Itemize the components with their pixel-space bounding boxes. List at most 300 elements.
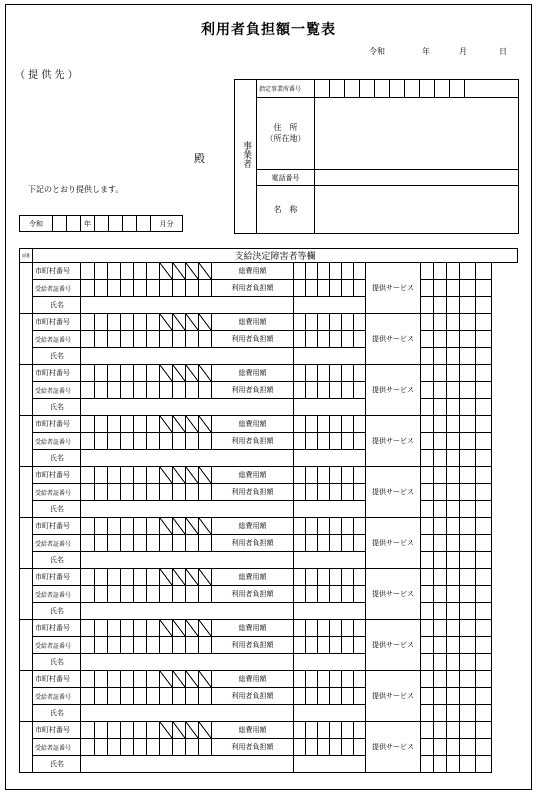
service-provided-cell[interactable] — [434, 348, 447, 365]
service-provided-cell[interactable] — [476, 688, 492, 705]
user-burden-cell[interactable] — [330, 382, 342, 399]
user-burden-cell[interactable] — [342, 331, 354, 348]
designated-number-cell[interactable] — [450, 80, 465, 98]
recipient-number-cell[interactable] — [95, 586, 108, 603]
service-provided-cell[interactable] — [476, 569, 492, 586]
service-provided-cell[interactable] — [421, 739, 434, 756]
user-burden-cell[interactable] — [330, 586, 342, 603]
total-cost-cell[interactable] — [318, 620, 330, 637]
user-burden-cell[interactable] — [330, 280, 342, 297]
person-name-field[interactable] — [81, 552, 294, 569]
recipient-number-cell[interactable] — [95, 688, 108, 705]
total-cost-cell[interactable] — [354, 569, 366, 586]
municipality-number-cell[interactable] — [108, 263, 121, 280]
user-burden-cell[interactable] — [294, 586, 306, 603]
user-burden-cell[interactable] — [318, 382, 330, 399]
recipient-number-cell[interactable] — [199, 688, 212, 705]
recipient-number-cell[interactable] — [160, 382, 173, 399]
user-burden-cell[interactable] — [330, 484, 342, 501]
municipality-number-cell[interactable] — [108, 365, 121, 382]
service-provided-cell[interactable] — [460, 722, 476, 739]
user-burden-cell[interactable] — [354, 586, 366, 603]
entry-number-cell[interactable] — [20, 314, 33, 365]
user-burden-cell[interactable] — [318, 586, 330, 603]
service-provided-cell[interactable] — [447, 756, 460, 773]
service-provided-cell[interactable] — [421, 433, 434, 450]
total-cost-cell[interactable] — [342, 620, 354, 637]
total-cost-cell[interactable] — [342, 467, 354, 484]
total-cost-cell[interactable] — [330, 314, 342, 331]
service-provided-cell[interactable] — [434, 467, 447, 484]
recipient-number-cell[interactable] — [160, 739, 173, 756]
recipient-number-cell[interactable] — [95, 739, 108, 756]
period-cell[interactable] — [137, 216, 151, 232]
total-cost-cell[interactable] — [354, 263, 366, 280]
recipient-number-cell[interactable] — [160, 535, 173, 552]
user-burden-cell[interactable] — [294, 739, 306, 756]
recipient-number-cell[interactable] — [199, 586, 212, 603]
service-provided-cell[interactable] — [447, 467, 460, 484]
recipient-number-cell[interactable] — [95, 433, 108, 450]
total-cost-cell[interactable] — [294, 314, 306, 331]
recipient-number-cell[interactable] — [186, 280, 199, 297]
total-cost-cell[interactable] — [354, 620, 366, 637]
total-cost-cell[interactable] — [342, 314, 354, 331]
service-provided-cell[interactable] — [460, 450, 476, 467]
service-provided-cell[interactable] — [476, 382, 492, 399]
service-provided-cell[interactable] — [460, 739, 476, 756]
period-cell[interactable] — [95, 216, 109, 232]
total-cost-cell[interactable] — [342, 263, 354, 280]
total-cost-cell[interactable] — [354, 722, 366, 739]
period-cell[interactable] — [109, 216, 123, 232]
recipient-number-cell[interactable] — [121, 382, 134, 399]
service-provided-cell[interactable] — [421, 348, 434, 365]
municipality-number-cell[interactable] — [81, 416, 95, 433]
user-burden-cell[interactable] — [354, 535, 366, 552]
service-provided-cell[interactable] — [476, 756, 492, 773]
recipient-number-cell[interactable] — [160, 688, 173, 705]
user-burden-cell[interactable] — [294, 484, 306, 501]
service-provided-cell[interactable] — [447, 654, 460, 671]
municipality-number-cell[interactable] — [81, 722, 95, 739]
service-provided-cell[interactable] — [434, 416, 447, 433]
user-burden-cell[interactable] — [354, 280, 366, 297]
service-provided-cell[interactable] — [447, 518, 460, 535]
user-burden-cell[interactable] — [342, 382, 354, 399]
municipality-number-cell[interactable] — [134, 569, 147, 586]
total-cost-cell[interactable] — [342, 671, 354, 688]
service-provided-cell[interactable] — [434, 331, 447, 348]
user-burden-cell[interactable] — [330, 433, 342, 450]
service-provided-cell[interactable] — [476, 620, 492, 637]
recipient-number-cell[interactable] — [81, 535, 95, 552]
municipality-number-cell[interactable] — [95, 569, 108, 586]
total-cost-cell[interactable] — [306, 569, 318, 586]
entry-number-cell[interactable] — [20, 518, 33, 569]
service-provided-cell[interactable] — [447, 399, 460, 416]
service-provided-cell[interactable] — [460, 280, 476, 297]
recipient-number-cell[interactable] — [108, 382, 121, 399]
service-provided-cell[interactable] — [421, 280, 434, 297]
municipality-number-cell[interactable] — [108, 467, 121, 484]
recipient-number-cell[interactable] — [134, 688, 147, 705]
municipality-number-cell[interactable] — [147, 365, 160, 382]
service-provided-cell[interactable] — [447, 365, 460, 382]
recipient-number-cell[interactable] — [199, 739, 212, 756]
total-cost-cell[interactable] — [342, 569, 354, 586]
recipient-number-cell[interactable] — [108, 484, 121, 501]
recipient-number-cell[interactable] — [147, 688, 160, 705]
recipient-number-cell[interactable] — [173, 331, 186, 348]
recipient-number-cell[interactable] — [81, 433, 95, 450]
municipality-number-cell[interactable] — [134, 314, 147, 331]
service-provided-cell[interactable] — [460, 382, 476, 399]
municipality-number-cell[interactable] — [134, 416, 147, 433]
recipient-number-cell[interactable] — [199, 433, 212, 450]
user-burden-cell[interactable] — [306, 688, 318, 705]
service-provided-cell[interactable] — [434, 365, 447, 382]
municipality-number-cell[interactable] — [134, 263, 147, 280]
service-provided-cell[interactable] — [434, 263, 447, 280]
municipality-number-cell[interactable] — [134, 620, 147, 637]
recipient-number-cell[interactable] — [108, 586, 121, 603]
user-burden-cell[interactable] — [330, 637, 342, 654]
recipient-number-cell[interactable] — [121, 535, 134, 552]
recipient-number-cell[interactable] — [121, 586, 134, 603]
service-provided-cell[interactable] — [447, 331, 460, 348]
recipient-number-cell[interactable] — [134, 637, 147, 654]
municipality-number-cell[interactable] — [134, 365, 147, 382]
service-provided-cell[interactable] — [447, 620, 460, 637]
recipient-number-cell[interactable] — [147, 535, 160, 552]
service-provided-cell[interactable] — [476, 552, 492, 569]
total-cost-cell[interactable] — [318, 518, 330, 535]
recipient-number-cell[interactable] — [108, 280, 121, 297]
municipality-number-cell[interactable] — [147, 314, 160, 331]
municipality-number-cell[interactable] — [147, 671, 160, 688]
recipient-number-cell[interactable] — [147, 280, 160, 297]
service-provided-cell[interactable] — [476, 433, 492, 450]
municipality-number-cell[interactable] — [134, 467, 147, 484]
user-burden-cell[interactable] — [306, 586, 318, 603]
service-provided-cell[interactable] — [434, 518, 447, 535]
service-provided-cell[interactable] — [434, 399, 447, 416]
recipient-number-cell[interactable] — [199, 535, 212, 552]
total-cost-cell[interactable] — [294, 620, 306, 637]
user-burden-cell[interactable] — [330, 739, 342, 756]
service-provided-cell[interactable] — [460, 348, 476, 365]
recipient-number-cell[interactable] — [95, 484, 108, 501]
municipality-number-cell[interactable] — [81, 467, 95, 484]
total-cost-cell[interactable] — [330, 518, 342, 535]
recipient-number-cell[interactable] — [186, 331, 199, 348]
user-burden-cell[interactable] — [306, 739, 318, 756]
recipient-number-cell[interactable] — [81, 637, 95, 654]
municipality-number-cell[interactable] — [108, 314, 121, 331]
service-provided-cell[interactable] — [447, 569, 460, 586]
total-cost-cell[interactable] — [342, 416, 354, 433]
recipient-number-cell[interactable] — [186, 637, 199, 654]
service-provided-cell[interactable] — [460, 467, 476, 484]
municipality-number-cell[interactable] — [95, 365, 108, 382]
service-provided-cell[interactable] — [434, 739, 447, 756]
user-burden-cell[interactable] — [330, 331, 342, 348]
service-provided-cell[interactable] — [447, 603, 460, 620]
total-cost-cell[interactable] — [330, 620, 342, 637]
municipality-number-cell[interactable] — [95, 416, 108, 433]
service-provided-cell[interactable] — [476, 314, 492, 331]
designated-number-cell[interactable] — [390, 80, 405, 98]
municipality-number-cell[interactable] — [147, 620, 160, 637]
recipient-number-cell[interactable] — [186, 433, 199, 450]
recipient-number-cell[interactable] — [160, 433, 173, 450]
entry-number-cell[interactable] — [20, 416, 33, 467]
service-provided-cell[interactable] — [476, 280, 492, 297]
recipient-number-cell[interactable] — [81, 739, 95, 756]
municipality-number-cell[interactable] — [134, 518, 147, 535]
person-name-field[interactable] — [81, 348, 294, 365]
service-provided-cell[interactable] — [460, 654, 476, 671]
recipient-number-cell[interactable] — [108, 688, 121, 705]
service-provided-cell[interactable] — [434, 620, 447, 637]
service-provided-cell[interactable] — [434, 535, 447, 552]
recipient-number-cell[interactable] — [121, 688, 134, 705]
municipality-number-cell[interactable] — [108, 569, 121, 586]
recipient-number-cell[interactable] — [121, 739, 134, 756]
recipient-number-cell[interactable] — [121, 484, 134, 501]
municipality-number-cell[interactable] — [121, 620, 134, 637]
total-cost-cell[interactable] — [342, 722, 354, 739]
person-name-field[interactable] — [81, 399, 294, 416]
service-provided-cell[interactable] — [460, 705, 476, 722]
recipient-number-cell[interactable] — [173, 382, 186, 399]
recipient-number-cell[interactable] — [95, 280, 108, 297]
recipient-number-cell[interactable] — [147, 433, 160, 450]
recipient-number-cell[interactable] — [134, 535, 147, 552]
service-provided-cell[interactable] — [434, 501, 447, 518]
service-provided-cell[interactable] — [447, 535, 460, 552]
service-provided-cell[interactable] — [460, 416, 476, 433]
recipient-number-cell[interactable] — [121, 280, 134, 297]
period-cell[interactable] — [67, 216, 81, 232]
recipient-number-cell[interactable] — [186, 535, 199, 552]
total-cost-cell[interactable] — [330, 416, 342, 433]
municipality-number-cell[interactable] — [121, 467, 134, 484]
total-cost-cell[interactable] — [330, 671, 342, 688]
service-provided-cell[interactable] — [421, 620, 434, 637]
total-cost-cell[interactable] — [354, 314, 366, 331]
total-cost-cell[interactable] — [306, 620, 318, 637]
recipient-number-cell[interactable] — [95, 637, 108, 654]
user-burden-cell[interactable] — [306, 637, 318, 654]
user-burden-cell[interactable] — [318, 484, 330, 501]
user-burden-cell[interactable] — [306, 535, 318, 552]
total-cost-cell[interactable] — [354, 365, 366, 382]
total-cost-cell[interactable] — [330, 569, 342, 586]
user-burden-cell[interactable] — [342, 535, 354, 552]
recipient-number-cell[interactable] — [81, 484, 95, 501]
recipient-number-cell[interactable] — [186, 586, 199, 603]
municipality-number-cell[interactable] — [108, 518, 121, 535]
service-provided-cell[interactable] — [460, 365, 476, 382]
entry-number-cell[interactable] — [20, 722, 33, 773]
recipient-number-cell[interactable] — [81, 280, 95, 297]
service-provided-cell[interactable] — [460, 603, 476, 620]
service-provided-cell[interactable] — [460, 297, 476, 314]
service-provided-cell[interactable] — [434, 705, 447, 722]
municipality-number-cell[interactable] — [108, 722, 121, 739]
total-cost-cell[interactable] — [306, 263, 318, 280]
service-provided-cell[interactable] — [447, 450, 460, 467]
recipient-number-cell[interactable] — [186, 688, 199, 705]
user-burden-cell[interactable] — [294, 331, 306, 348]
user-burden-cell[interactable] — [354, 433, 366, 450]
person-name-field[interactable] — [81, 705, 294, 722]
service-provided-cell[interactable] — [476, 467, 492, 484]
service-provided-cell[interactable] — [447, 501, 460, 518]
service-provided-cell[interactable] — [476, 603, 492, 620]
recipient-number-cell[interactable] — [147, 586, 160, 603]
service-provided-cell[interactable] — [421, 518, 434, 535]
service-provided-cell[interactable] — [434, 603, 447, 620]
service-provided-cell[interactable] — [421, 331, 434, 348]
service-provided-cell[interactable] — [421, 382, 434, 399]
person-name-field[interactable] — [81, 297, 294, 314]
total-cost-cell[interactable] — [294, 467, 306, 484]
person-name-field[interactable] — [81, 450, 294, 467]
municipality-number-cell[interactable] — [95, 722, 108, 739]
recipient-number-cell[interactable] — [199, 637, 212, 654]
office-name-field[interactable] — [315, 186, 519, 234]
recipient-number-cell[interactable] — [134, 382, 147, 399]
service-provided-cell[interactable] — [421, 314, 434, 331]
user-burden-cell[interactable] — [342, 484, 354, 501]
municipality-number-cell[interactable] — [147, 263, 160, 280]
service-provided-cell[interactable] — [421, 586, 434, 603]
person-name-field[interactable] — [81, 501, 294, 518]
total-cost-cell[interactable] — [330, 263, 342, 280]
recipient-number-cell[interactable] — [147, 484, 160, 501]
designated-number-cell[interactable] — [465, 80, 519, 98]
municipality-number-cell[interactable] — [147, 518, 160, 535]
recipient-number-cell[interactable] — [108, 433, 121, 450]
total-cost-cell[interactable] — [306, 416, 318, 433]
user-burden-cell[interactable] — [354, 331, 366, 348]
recipient-number-cell[interactable] — [173, 484, 186, 501]
service-provided-cell[interactable] — [460, 399, 476, 416]
service-provided-cell[interactable] — [434, 654, 447, 671]
service-provided-cell[interactable] — [460, 671, 476, 688]
service-provided-cell[interactable] — [460, 552, 476, 569]
total-cost-cell[interactable] — [306, 365, 318, 382]
recipient-number-cell[interactable] — [81, 586, 95, 603]
service-provided-cell[interactable] — [476, 331, 492, 348]
service-provided-cell[interactable] — [421, 535, 434, 552]
user-burden-cell[interactable] — [318, 535, 330, 552]
user-burden-cell[interactable] — [318, 280, 330, 297]
municipality-number-cell[interactable] — [81, 671, 95, 688]
municipality-number-cell[interactable] — [95, 467, 108, 484]
recipient-number-cell[interactable] — [108, 637, 121, 654]
service-provided-cell[interactable] — [447, 297, 460, 314]
service-provided-cell[interactable] — [460, 331, 476, 348]
total-cost-cell[interactable] — [342, 365, 354, 382]
phone-field[interactable] — [315, 169, 519, 186]
person-name-field[interactable] — [81, 756, 294, 773]
service-provided-cell[interactable] — [476, 450, 492, 467]
municipality-number-cell[interactable] — [108, 671, 121, 688]
service-provided-cell[interactable] — [476, 365, 492, 382]
total-cost-cell[interactable] — [354, 416, 366, 433]
service-provided-cell[interactable] — [447, 552, 460, 569]
service-provided-cell[interactable] — [434, 671, 447, 688]
municipality-number-cell[interactable] — [81, 518, 95, 535]
total-cost-cell[interactable] — [294, 365, 306, 382]
service-provided-cell[interactable] — [460, 637, 476, 654]
service-provided-cell[interactable] — [447, 280, 460, 297]
service-provided-cell[interactable] — [421, 450, 434, 467]
recipient-number-cell[interactable] — [147, 739, 160, 756]
total-cost-cell[interactable] — [318, 671, 330, 688]
user-burden-cell[interactable] — [330, 535, 342, 552]
service-provided-cell[interactable] — [476, 297, 492, 314]
service-provided-cell[interactable] — [476, 654, 492, 671]
recipient-number-cell[interactable] — [199, 484, 212, 501]
recipient-number-cell[interactable] — [173, 280, 186, 297]
service-provided-cell[interactable] — [421, 637, 434, 654]
service-provided-cell[interactable] — [476, 671, 492, 688]
service-provided-cell[interactable] — [460, 535, 476, 552]
service-provided-cell[interactable] — [476, 263, 492, 280]
designated-number-cell[interactable] — [315, 80, 330, 98]
service-provided-cell[interactable] — [447, 348, 460, 365]
user-burden-cell[interactable] — [342, 433, 354, 450]
recipient-number-cell[interactable] — [95, 535, 108, 552]
service-provided-cell[interactable] — [447, 263, 460, 280]
user-burden-cell[interactable] — [318, 331, 330, 348]
service-provided-cell[interactable] — [460, 484, 476, 501]
total-cost-cell[interactable] — [330, 722, 342, 739]
service-provided-cell[interactable] — [447, 671, 460, 688]
municipality-number-cell[interactable] — [121, 416, 134, 433]
total-cost-cell[interactable] — [306, 467, 318, 484]
service-provided-cell[interactable] — [476, 722, 492, 739]
user-burden-cell[interactable] — [342, 688, 354, 705]
recipient-number-cell[interactable] — [134, 280, 147, 297]
service-provided-cell[interactable] — [434, 314, 447, 331]
service-provided-cell[interactable] — [447, 416, 460, 433]
recipient-number-cell[interactable] — [160, 586, 173, 603]
service-provided-cell[interactable] — [434, 280, 447, 297]
recipient-number-cell[interactable] — [108, 535, 121, 552]
municipality-number-cell[interactable] — [81, 263, 95, 280]
user-burden-cell[interactable] — [318, 739, 330, 756]
recipient-number-cell[interactable] — [160, 484, 173, 501]
municipality-number-cell[interactable] — [147, 467, 160, 484]
service-provided-cell[interactable] — [447, 484, 460, 501]
service-provided-cell[interactable] — [476, 705, 492, 722]
service-provided-cell[interactable] — [434, 552, 447, 569]
entry-number-cell[interactable] — [20, 671, 33, 722]
municipality-number-cell[interactable] — [81, 569, 95, 586]
recipient-number-cell[interactable] — [121, 637, 134, 654]
recipient-number-cell[interactable] — [134, 433, 147, 450]
municipality-number-cell[interactable] — [108, 620, 121, 637]
designated-number-cell[interactable] — [375, 80, 390, 98]
recipient-number-cell[interactable] — [121, 331, 134, 348]
municipality-number-cell[interactable] — [121, 365, 134, 382]
